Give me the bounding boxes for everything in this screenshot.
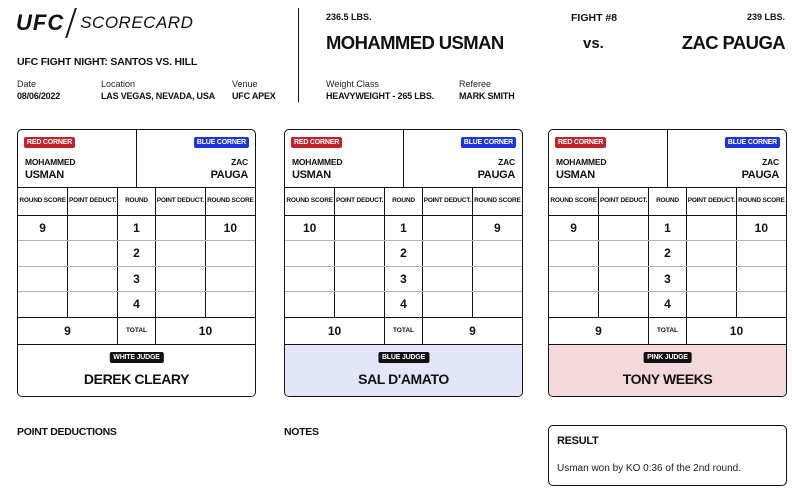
red-fighter-first-name: MOHAMMED <box>25 157 76 167</box>
red-corner-cell <box>549 130 668 187</box>
result-box <box>548 425 787 486</box>
blue-round-score-header: ROUND SCORE <box>472 188 522 215</box>
score-table <box>549 188 786 345</box>
blue-round-score-cell <box>205 266 255 292</box>
round-number-cell: 4 <box>118 292 156 318</box>
blue-point-deduct-header: POINT DEDUCT. <box>422 188 472 215</box>
event-name: UFC FIGHT NIGHT: SANTOS VS. HILL <box>17 56 198 68</box>
blue-corner-cell <box>668 130 786 187</box>
red-round-score-cell <box>18 292 68 318</box>
judge-card-pink <box>548 129 787 397</box>
red-point-deduct-cell <box>68 292 118 318</box>
red-round-score-cell <box>18 241 68 267</box>
fight-number: FIGHT #8 <box>571 12 618 24</box>
round-number-cell: 4 <box>649 292 687 318</box>
blue-corner-badge: BLUE CORNER <box>725 137 780 148</box>
fighter-b-weight: 239 LBS. <box>746 12 785 22</box>
judge-name: TONY WEEKS <box>622 371 713 387</box>
red-round-score-cell <box>549 266 599 292</box>
red-fighter-first-name: MOHAMMED <box>556 157 607 167</box>
red-corner-badge: RED CORNER <box>24 137 75 148</box>
red-point-deduct-header: POINT DEDUCT. <box>68 188 118 215</box>
judge-badge: WHITE JUDGE <box>109 352 163 363</box>
red-total-score: 10 <box>285 317 385 344</box>
round-row <box>549 266 786 292</box>
score-table <box>285 188 522 345</box>
blue-round-score-cell <box>205 241 255 267</box>
blue-point-deduct-cell <box>155 266 205 292</box>
round-row <box>285 241 522 267</box>
venue-label: Venue <box>232 79 258 89</box>
brand-logo: UFC <box>16 10 65 35</box>
round-row <box>285 292 522 318</box>
red-total-score: 9 <box>18 317 118 344</box>
red-round-score-cell <box>285 266 335 292</box>
blue-point-deduct-cell <box>422 241 472 267</box>
red-point-deduct-cell <box>599 241 649 267</box>
blue-fighter-last-name: PAUGA <box>210 169 248 181</box>
blue-corner-cell <box>404 130 522 187</box>
round-row <box>549 241 786 267</box>
blue-point-deduct-cell <box>686 215 736 241</box>
judge-area <box>549 345 786 397</box>
blue-point-deduct-cell <box>422 266 472 292</box>
round-number-cell: 3 <box>118 266 156 292</box>
date-value: 08/06/2022 <box>17 91 61 101</box>
red-total-score: 9 <box>549 317 649 344</box>
result-title: RESULT <box>557 435 599 447</box>
red-fighter-last-name: USMAN <box>25 169 64 181</box>
red-round-score-cell <box>285 292 335 318</box>
blue-round-score-cell: 10 <box>736 215 786 241</box>
blue-point-deduct-header: POINT DEDUCT. <box>155 188 205 215</box>
total-label: TOTAL <box>118 317 156 344</box>
round-row <box>18 241 255 267</box>
blue-round-score-cell <box>736 292 786 318</box>
judge-name: DEREK CLEARY <box>83 371 190 387</box>
red-round-score-cell: 9 <box>18 215 68 241</box>
blue-round-score-header: ROUND SCORE <box>205 188 255 215</box>
blue-point-deduct-cell <box>155 292 205 318</box>
red-corner-cell <box>18 130 137 187</box>
blue-round-score-cell <box>472 241 522 267</box>
blue-round-score-cell: 9 <box>472 215 522 241</box>
red-fighter-last-name: USMAN <box>556 169 595 181</box>
judge-badge: BLUE JUDGE <box>378 352 429 363</box>
red-round-score-cell <box>18 266 68 292</box>
score-table <box>18 188 255 345</box>
judge-card-white <box>17 129 256 397</box>
blue-round-score-header: ROUND SCORE <box>736 188 786 215</box>
red-point-deduct-cell <box>68 266 118 292</box>
blue-fighter-last-name: PAUGA <box>477 169 515 181</box>
blue-round-score-cell <box>472 266 522 292</box>
total-label: TOTAL <box>385 317 423 344</box>
fighter-b-name: ZAC PAUGA <box>681 32 785 53</box>
red-round-score-cell: 10 <box>285 215 335 241</box>
round-row <box>18 292 255 318</box>
red-fighter-first-name: MOHAMMED <box>292 157 343 167</box>
round-number-cell: 1 <box>118 215 156 241</box>
red-point-deduct-cell <box>335 266 385 292</box>
judge-card-blue <box>284 129 523 397</box>
corner-row <box>285 130 522 188</box>
blue-fighter-first-name: ZAC <box>231 157 248 167</box>
red-point-deduct-cell <box>335 241 385 267</box>
red-point-deduct-cell <box>599 266 649 292</box>
round-header: ROUND <box>649 188 687 215</box>
red-round-score-cell: 9 <box>549 215 599 241</box>
blue-round-score-cell: 10 <box>205 215 255 241</box>
total-row <box>549 317 786 344</box>
blue-round-score-cell <box>472 292 522 318</box>
point-deductions-heading: POINT DEDUCTIONS <box>17 426 117 438</box>
ufc-scorecard-logo <box>16 9 193 37</box>
corner-row <box>549 130 786 188</box>
red-round-score-cell <box>549 292 599 318</box>
fighter-a-weight: 236.5 LBS. <box>326 12 372 22</box>
red-round-score-header: ROUND SCORE <box>285 188 335 215</box>
round-number-cell: 3 <box>385 266 423 292</box>
total-label: TOTAL <box>649 317 687 344</box>
judge-name: SAL D'AMATO <box>358 371 449 387</box>
blue-total-score: 9 <box>422 317 522 344</box>
red-point-deduct-cell <box>599 292 649 318</box>
logo-divider <box>65 8 77 38</box>
blue-round-score-cell <box>205 292 255 318</box>
red-fighter-last-name: USMAN <box>292 169 331 181</box>
round-row <box>549 292 786 318</box>
round-row <box>285 266 522 292</box>
blue-point-deduct-cell <box>422 292 472 318</box>
blue-point-deduct-cell <box>686 266 736 292</box>
judge-area <box>18 345 255 397</box>
blue-fighter-first-name: ZAC <box>762 157 779 167</box>
red-point-deduct-cell <box>599 215 649 241</box>
blue-corner-badge: BLUE CORNER <box>194 137 249 148</box>
red-point-deduct-cell <box>335 292 385 318</box>
notes-heading: NOTES <box>284 426 319 438</box>
round-number-cell: 2 <box>385 241 423 267</box>
blue-point-deduct-cell <box>155 241 205 267</box>
blue-corner-badge: BLUE CORNER <box>461 137 516 148</box>
red-round-score-header: ROUND SCORE <box>549 188 599 215</box>
round-number-cell: 3 <box>649 266 687 292</box>
blue-point-deduct-cell <box>422 215 472 241</box>
blue-point-deduct-cell <box>155 215 205 241</box>
red-corner-cell <box>285 130 404 187</box>
red-round-score-cell <box>549 241 599 267</box>
referee-value: MARK SMITH <box>459 91 515 101</box>
round-header: ROUND <box>118 188 156 215</box>
total-row <box>285 317 522 344</box>
total-row <box>18 317 255 344</box>
red-point-deduct-cell <box>335 215 385 241</box>
weight-class-label: Weight Class <box>326 79 379 89</box>
round-number-cell: 1 <box>649 215 687 241</box>
blue-fighter-first-name: ZAC <box>498 157 515 167</box>
round-row <box>549 215 786 241</box>
red-corner-badge: RED CORNER <box>555 137 606 148</box>
blue-total-score: 10 <box>686 317 786 344</box>
score-table-header <box>285 188 522 215</box>
blue-round-score-cell <box>736 241 786 267</box>
round-number-cell: 4 <box>385 292 423 318</box>
red-point-deduct-cell <box>68 241 118 267</box>
venue-value: UFC APEX <box>232 91 276 101</box>
blue-total-score: 10 <box>155 317 255 344</box>
vs-label: vs. <box>583 35 604 52</box>
location-label: Location <box>101 79 136 89</box>
blue-point-deduct-cell <box>686 292 736 318</box>
fighter-a-name: MOHAMMED USMAN <box>326 32 504 53</box>
weight-class-value: HEAVYWEIGHT - 265 LBS. <box>326 91 434 101</box>
header-divider <box>298 8 299 102</box>
date-label: Date <box>17 79 37 89</box>
blue-point-deduct-cell <box>686 241 736 267</box>
red-corner-badge: RED CORNER <box>291 137 342 148</box>
round-number-cell: 2 <box>118 241 156 267</box>
location-value: LAS VEGAS, NEVADA, USA <box>101 91 215 101</box>
blue-corner-cell <box>137 130 255 187</box>
score-table-header <box>549 188 786 215</box>
red-round-score-cell <box>285 241 335 267</box>
red-round-score-header: ROUND SCORE <box>18 188 68 215</box>
round-number-cell: 2 <box>649 241 687 267</box>
round-header: ROUND <box>385 188 423 215</box>
blue-round-score-cell <box>736 266 786 292</box>
judge-badge: PINK JUDGE <box>643 352 692 363</box>
red-point-deduct-header: POINT DEDUCT. <box>335 188 385 215</box>
round-row <box>18 266 255 292</box>
blue-point-deduct-header: POINT DEDUCT. <box>686 188 736 215</box>
blue-fighter-last-name: PAUGA <box>741 169 779 181</box>
red-point-deduct-cell <box>68 215 118 241</box>
referee-label: Referee <box>459 79 492 89</box>
score-table-header <box>18 188 255 215</box>
round-row <box>285 215 522 241</box>
corner-row <box>18 130 255 188</box>
result-text: Usman won by KO 0:36 of the 2nd round. <box>557 463 741 474</box>
round-row <box>18 215 255 241</box>
round-number-cell: 1 <box>385 215 423 241</box>
scorecard-title: SCORECARD <box>80 13 194 32</box>
judge-area <box>285 345 522 397</box>
red-point-deduct-header: POINT DEDUCT. <box>599 188 649 215</box>
